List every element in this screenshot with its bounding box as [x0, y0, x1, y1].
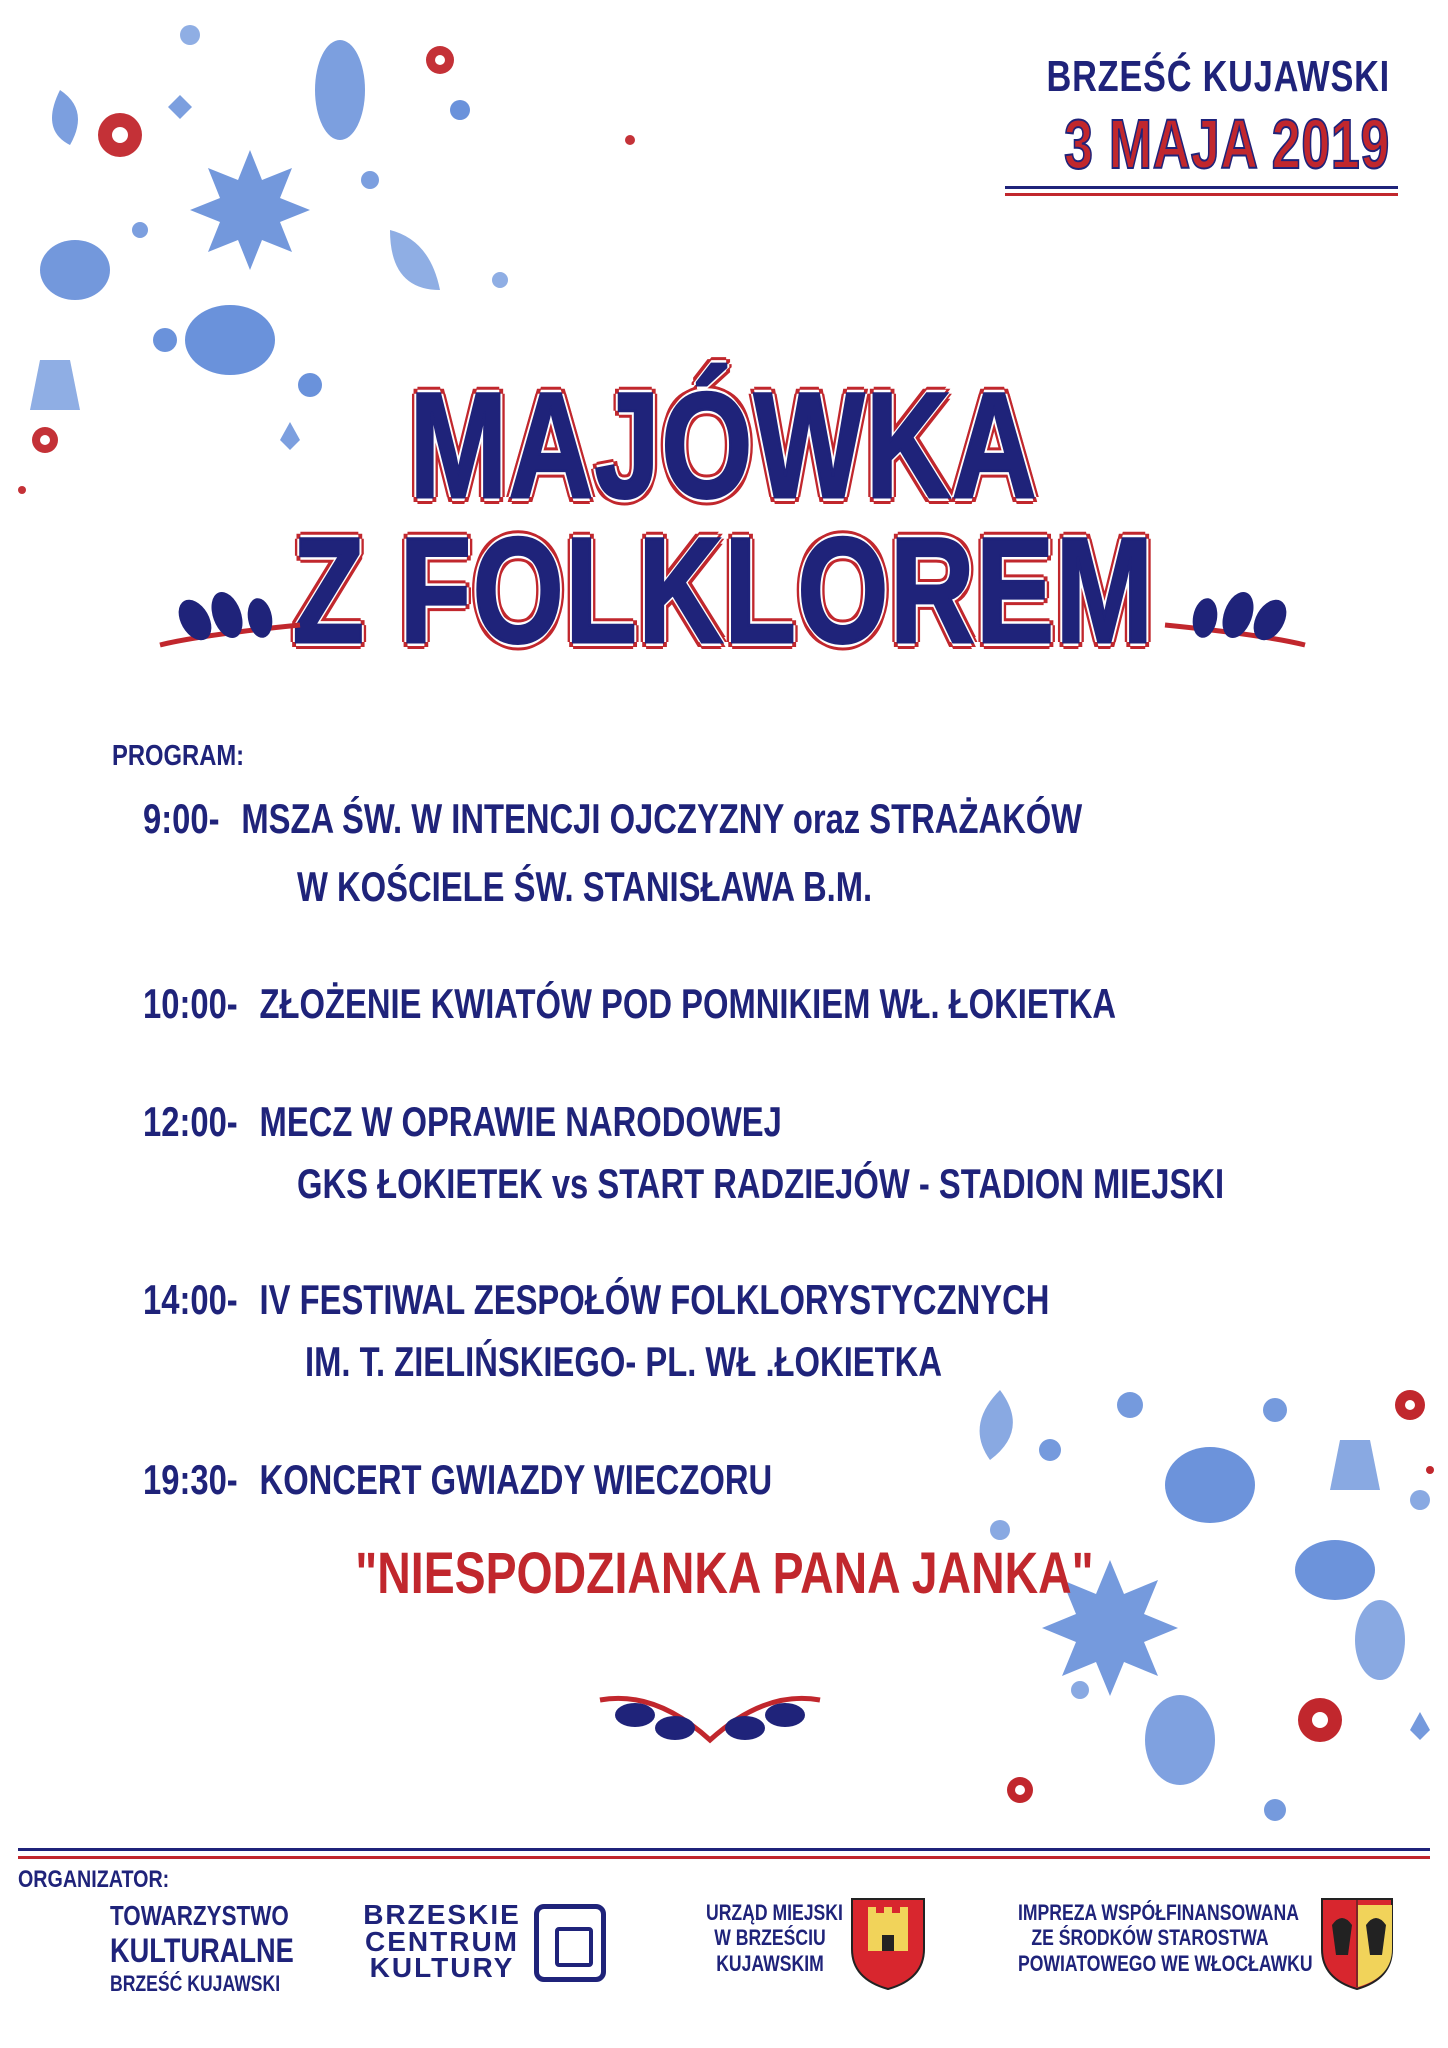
coat-of-arms-brzesc-icon	[848, 1895, 928, 1991]
tk-line-1: TOWARZYSTWO	[110, 1900, 289, 1931]
bck-line-2: CENTRUM	[365, 1925, 519, 1957]
program-item-1-line2: W KOŚCIELE ŚW. STANISŁAWA B.M.	[297, 863, 873, 910]
logo-bck	[362, 1898, 622, 1998]
starostwo-line-2: ZE ŚRODKÓW STAROSTWA	[1031, 1925, 1269, 1951]
program-text: MECZ W OPRAWIE NARODOWEJ	[259, 1098, 782, 1145]
bck-square-icon	[534, 1904, 606, 1982]
program-item-3	[143, 1098, 782, 1146]
title-line-2: Z FOLKLOREM	[292, 506, 1156, 674]
um-line-1: URZĄD MIEJSKI	[706, 1900, 843, 1925]
tk-line-3: BRZEŚĆ KUJAWSKI	[110, 1971, 281, 1997]
um-line-3: KUJAWSKIM	[716, 1950, 824, 1976]
program-text: ZŁOŻENIE KWIATÓW POD POMNIKIEM WŁ. ŁOKIETKA	[259, 980, 1117, 1027]
event-place: BRZEŚĆ KUJAWSKI	[1046, 52, 1390, 101]
bck-text	[362, 1899, 522, 1984]
folk-pattern-bottom-right	[880, 1350, 1448, 1870]
program-item-1	[143, 795, 1082, 843]
wings-ornament	[590, 1680, 830, 1760]
program-text: MSZA ŚW. W INTENCJI OJCZYZNY oraz STRAŻAKÓW	[241, 795, 1083, 842]
footer-rule-red	[18, 1856, 1430, 1859]
bck-line-1: BRZESKIE	[363, 1899, 521, 1930]
starostwo-line-1: IMPREZA WSPÓŁFINANSOWANA	[1018, 1900, 1299, 1925]
program-item-5	[143, 1456, 772, 1504]
program-item-3-line2: GKS ŁOKIETEK vs START RADZIEJÓW - STADION MIEJSKI	[297, 1160, 1225, 1207]
header-rule-red	[1005, 193, 1398, 196]
headliner-name: "NIESPODZIANKA PANA JANKA"	[354, 1541, 1094, 1606]
program-time: 10:00-	[143, 980, 238, 1027]
program-time: 12:00-	[143, 1098, 238, 1145]
program-text: KONCERT GWIAZDY WIECZORU	[259, 1456, 773, 1503]
program-text: IV FESTIWAL ZESPOŁÓW FOLKLORYSTYCZNYCH	[259, 1276, 1050, 1323]
sponsor-urzad	[706, 1900, 843, 1976]
coat-of-arms-wloclawek-icon	[1318, 1895, 1396, 1991]
program-time: 19:30-	[143, 1456, 238, 1503]
program-label: PROGRAM:	[112, 740, 245, 772]
starostwo-line-3: POWIATOWEGO WE WŁOCŁAWKU	[1018, 1950, 1313, 1976]
bck-line-3: KULTURY	[369, 1952, 515, 1984]
tk-line-2: KULTURALNE	[110, 1932, 294, 1971]
program-time: 9:00-	[143, 795, 220, 842]
program-item-4	[143, 1276, 1049, 1324]
title-line-1: MAJÓWKA	[409, 361, 1039, 529]
program-item-2	[143, 980, 1116, 1028]
organizer-label: ORGANIZATOR:	[18, 1866, 170, 1893]
event-date: 3 MAJA 2019	[1064, 105, 1390, 183]
um-line-2: W BRZEŚCIU	[714, 1925, 826, 1951]
header-rule-blue	[1005, 186, 1398, 189]
sponsor-starostwo	[1018, 1900, 1313, 1976]
footer-rule-blue	[18, 1848, 1430, 1851]
wheat-ornament-right	[1160, 580, 1310, 660]
program-item-4-line2: IM. T. ZIELIŃSKIEGO- PL. WŁ .ŁOKIETKA	[305, 1338, 942, 1385]
program-time: 14:00-	[143, 1276, 238, 1323]
sponsor-towarzystwo	[110, 1900, 294, 1997]
wheat-ornament-left	[155, 580, 305, 660]
